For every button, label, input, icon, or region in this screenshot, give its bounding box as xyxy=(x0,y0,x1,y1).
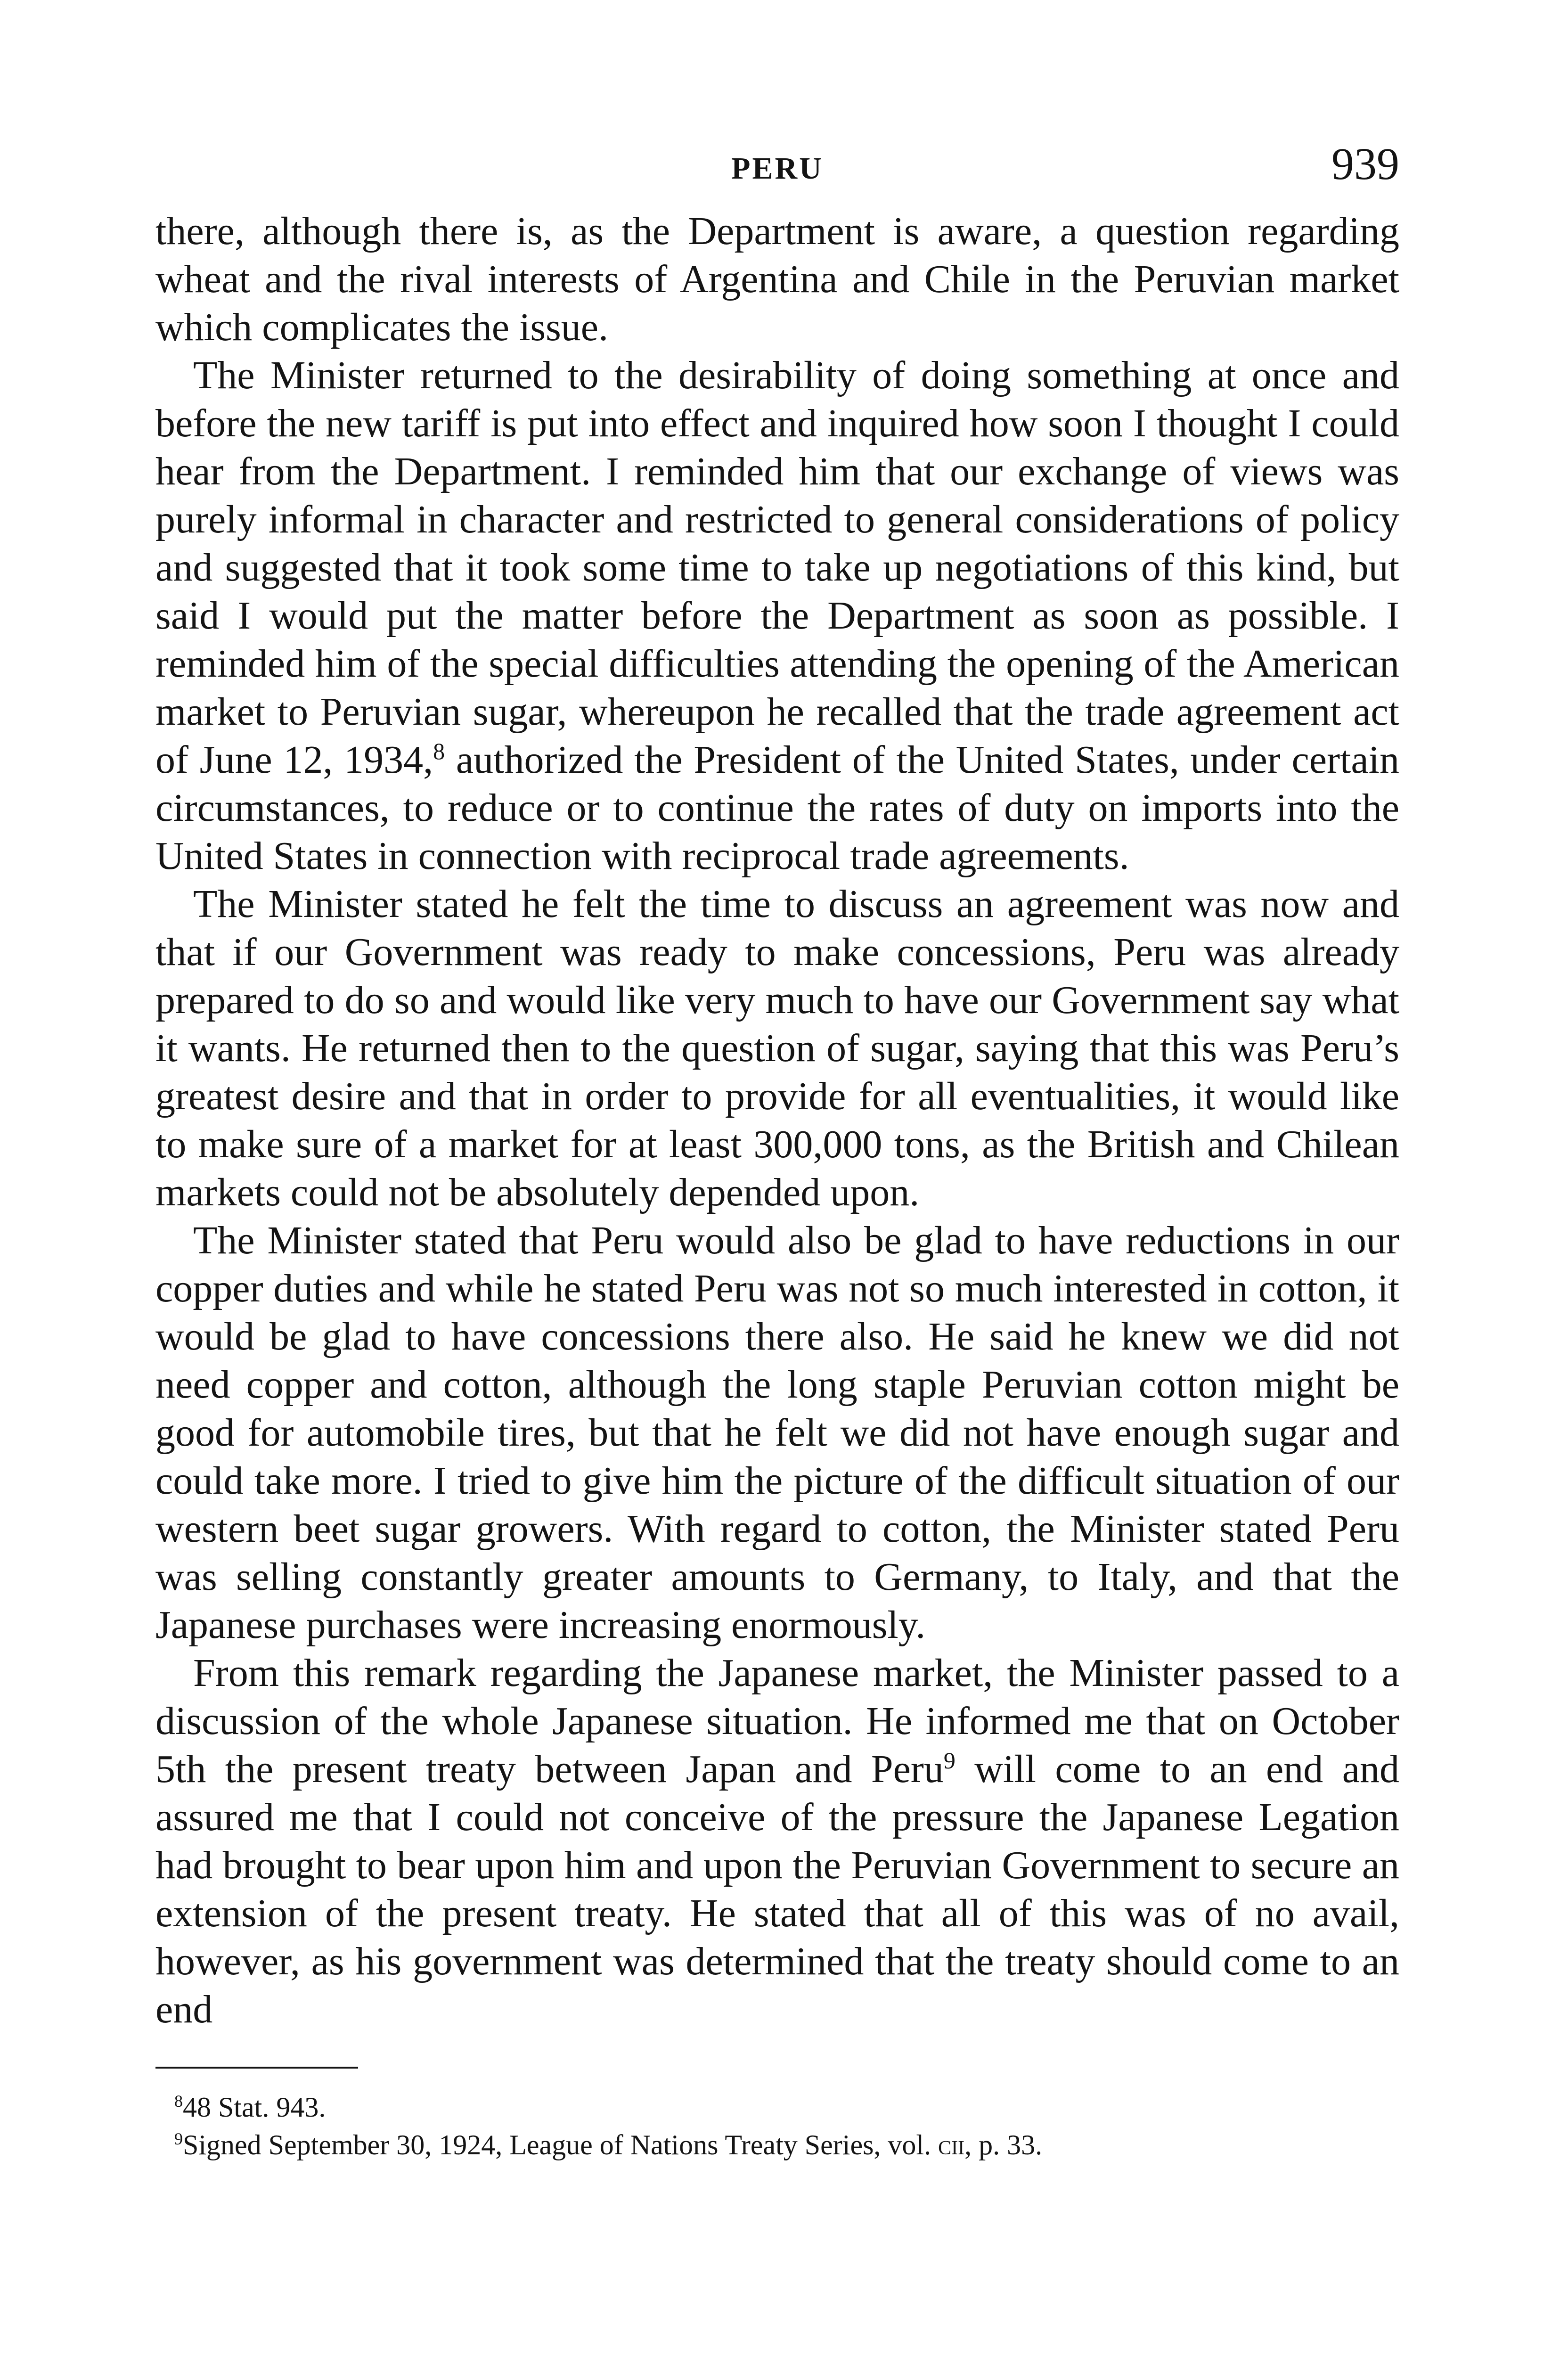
footnote-reference: 8 xyxy=(433,738,445,764)
text-run: The Minister stated he felt the time to discuss an agreement was now and that if our Government was ready to make concessions, Peru was already prepared to do so and would like very much to have our Government say what it wants. He returned then to the question of sugar, saying that this was Peru’s greatest desire and that in order to provide for all eventualities, it would like to make sure of a market for at least 300,000 tons, as the British and Chilean markets could not be absolutely depended upon. xyxy=(155,882,1399,1214)
footnote xyxy=(155,2126,1399,2164)
text-run: authorized the President of the United States, under certain circumstances, to reduce or to continue the rates of duty on imports into the United States in connection with reciprocal trade agreements. xyxy=(155,738,1399,878)
text-run: , p. 33. xyxy=(964,2129,1043,2160)
text-run: The Minister stated that Peru would also be glad to have reductions in our copper duties and while he stated Peru was not so much interested in cotton, it would be glad to have concessions there also. He said he knew we did not need copper and cotton, although the long staple Peruvian cotton might be good for automobile tires, but that he felt we did not have enough sugar and could take more. I tried to give him the picture of the difficult situation of our western beet sugar growers. With regard to cotton, the Minister stated Peru was selling constantly greater amounts to Germany, to Italy, and that the Japanese purchases were increasing enormously. xyxy=(155,1219,1399,1647)
footnote-mark: 9 xyxy=(174,2129,183,2148)
paragraph xyxy=(155,352,1399,880)
footnotes xyxy=(155,2088,1399,2164)
paragraph xyxy=(155,1649,1399,2034)
text-run: From this remark regarding the Japanese market, the Minister passed to a discussion of the whole Japanese situation. He informed me that on October 5th the present treaty between Japan and Peru xyxy=(155,1651,1399,1791)
text-run: 48 Stat. 943. xyxy=(183,2092,326,2123)
footnote-rule xyxy=(155,2067,358,2069)
paragraph xyxy=(155,207,1399,352)
footnote-mark: 8 xyxy=(174,2092,183,2111)
text-run: there, although there is, as the Department is aware, a question regarding wheat and the rival interests of Argentina and Chile in the Peruvian market which complicates the issue. xyxy=(155,209,1399,349)
text-run: Signed September 30, 1924, League of Nations Treaty Series, vol. xyxy=(183,2129,939,2160)
footnote xyxy=(155,2088,1399,2126)
text-run: will come to an end and assured me that I could not conceive of the pressure the Japanese Legation had brought to bear upon him and upon the Peruvian Government to secure an extension of the present treaty. He stated that all of this was of no avail, however, as his government was determined that the treaty should come to an end xyxy=(155,1747,1399,2031)
text-run: The Minister returned to the desirability of doing something at once and before the new tariff is put into effect and inquired how soon I thought I could hear from the Department. I reminded him that our exchange of views was purely informal in character and restricted to general considerations of policy and suggested that it took some time to take up negotiations of this kind, but said I would put the matter before the Department as soon as possible. I reminded him of the special difficulties attending the opening of the American market to Peruvian sugar, whereupon he recalled that the trade agreement act of June 12, 1934, xyxy=(155,353,1399,782)
body-text xyxy=(155,207,1399,2034)
text-run: cii xyxy=(938,2129,965,2160)
paragraph xyxy=(155,1217,1399,1649)
footnote-reference: 9 xyxy=(943,1747,956,1774)
page-number: 939 xyxy=(1331,139,1399,189)
running-head-title: PERU xyxy=(731,151,824,186)
running-head xyxy=(155,141,1399,207)
document-page xyxy=(155,141,1399,2164)
paragraph xyxy=(155,880,1399,1217)
